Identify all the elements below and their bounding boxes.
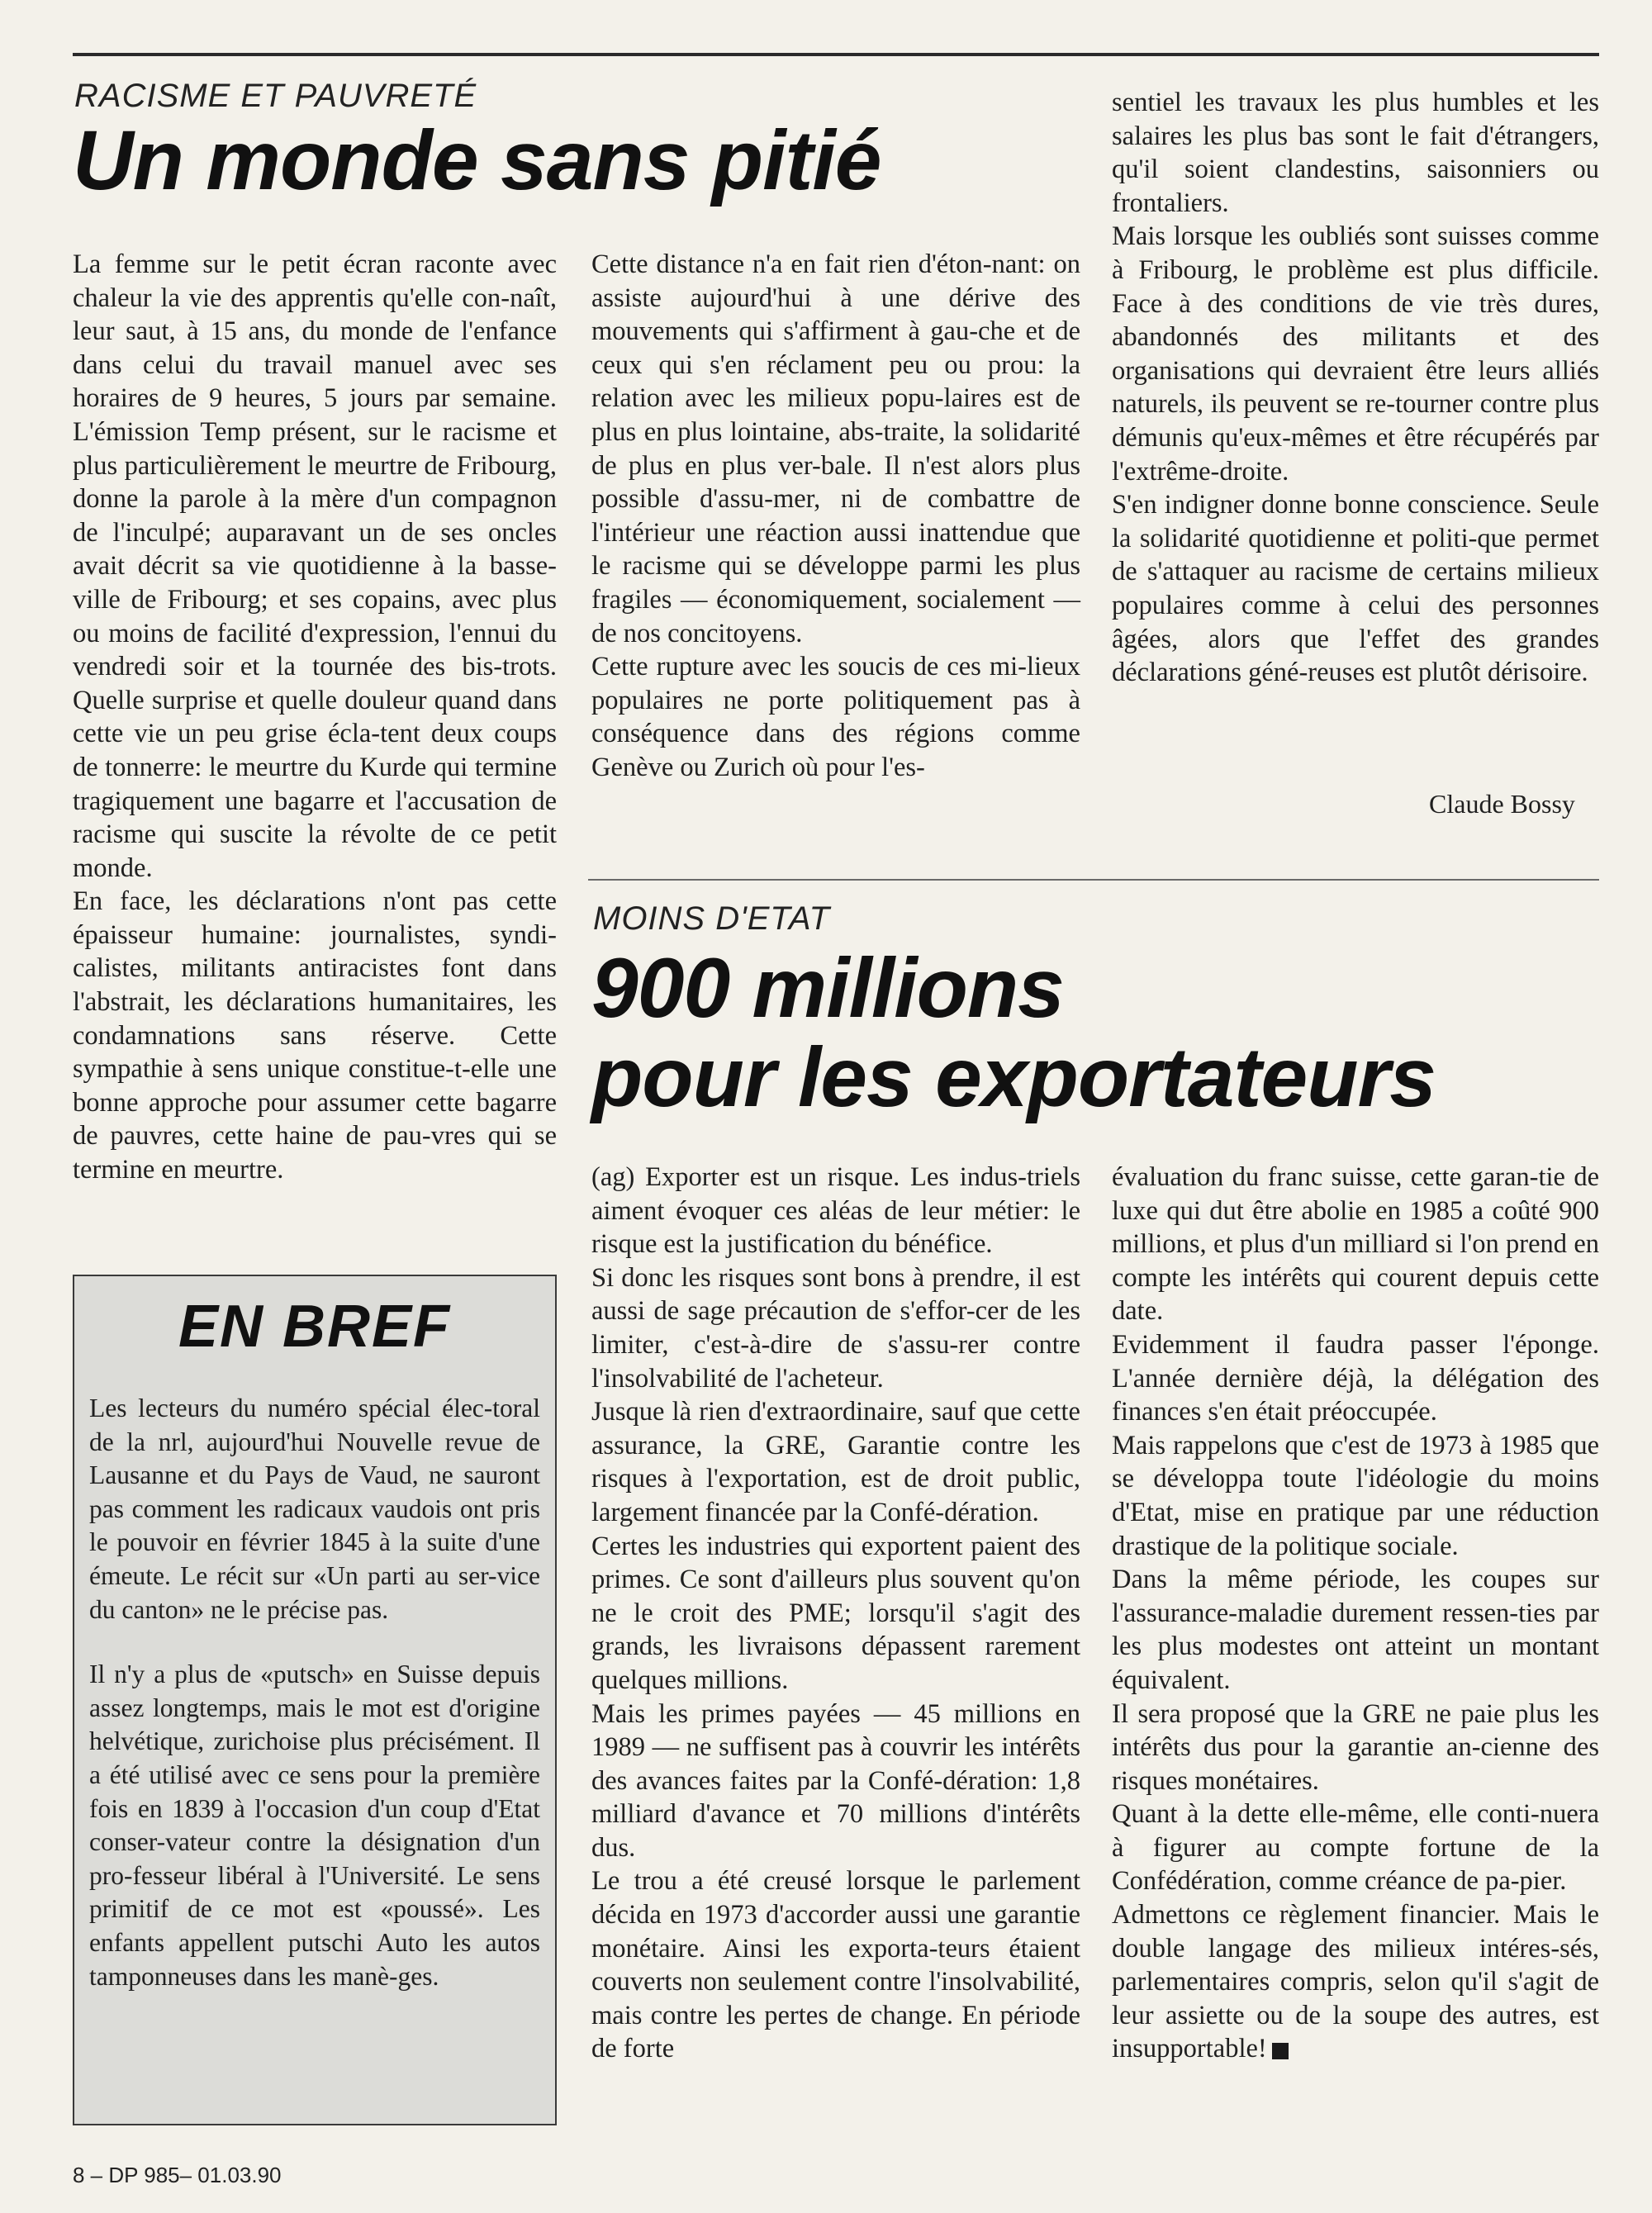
top-rule <box>73 53 1599 56</box>
paragraph: Mais rappelons que c'est de 1973 à 1985 que se développa toute l'idéologie du moins d'Etat, mise en pratique par une réduction drastique de la politique sociale. <box>1112 1430 1599 1561</box>
paragraph: La femme sur le petit écran raconte avec chaleur la vie des apprentis qu'elle con-naît, leur saut, à 15 ans, du monde de l'enfance dans celui du travail manuel avec ses horaires de 9 heures, 5 jours par semaine. L'émission Temp présent, sur le racisme et plus particulièrement le meurtre de Fribourg, donne la parole à la mère d'un compagnon de l'inculpé; auparavant un de ses oncles avait décrit sa vie quotidienne à la basse-ville de Fribourg; et ses copains, avec plus ou moins de facilité d'expression, l'ennui du vendredi soir et la tournée des bis-trots. Quelle surprise et quelle douleur quand dans cette vie un peu grise écla-tent deux coups de tonnerre: le meurtre du Kurde qui termine tragiquement une bagarre et l'accusation de racisme qui suscite la révolte de ce petit monde. <box>73 249 557 883</box>
article1-signature: Claude Bossy <box>1429 789 1575 819</box>
en-bref-paragraph-1: Les lecteurs du numéro spécial élec-toral de la nrl, aujourd'hui Nouvelle revue de Lausanne et du Pays de Vaud, ne sauront pas comment les radicaux vaudois ont pris le pouvoir en février 1845 à la suite d'une émeute. Le récit sur «Un parti au ser-vice du canton» ne le précise pas. <box>89 1394 540 1624</box>
paragraph: En face, les déclarations n'ont pas cette épaisseur humaine: journalistes, syndi-calistes, militants antiracistes font dans l'abstrait, les déclarations humanitaires, les condamnations sans réserve. Cette sympathie à sens unique constitue-t-elle une bonne approche pour assumer cette bagarre de pauvres, cette haine de pau-vres qui se termine en meurtre. <box>73 886 557 1185</box>
paragraph: (ag) Exporter est un risque. Les indus-triels aiment évoquer ces aléas de leur métier: le risque est la justification du bénéfice. <box>591 1162 1080 1260</box>
en-bref-text <box>89 1392 540 1993</box>
article2-kicker: MOINS D'ETAT <box>593 900 831 937</box>
en-bref-paragraph-2: Il n'y a plus de «putsch» en Suisse depuis assez longtemps, mais le mot est d'origine helvétique, zurichoise plus précisément. Il a été utilisé avec ce sens pour la première fois en 1839 à l'occasion d'un coup d'Etat conser-vateur contre la désignation d'un pro-fesseur libéral à l'Université. Le sens primitif de ce mot est «poussé». Les enfants appellent putschi Auto les autos tamponneuses dans les manè-ges. <box>89 1660 540 1991</box>
paragraph: Mais lorsque les oubliés sont suisses comme à Fribourg, le problème est plus difficile. Face à des conditions de vie très dures, abandonnés des militants et des organisations qui devraient être leurs alliés naturels, ils peuvent se re-tourner contre plus démunis qu'eux-mêmes et être récupérés par l'extrême-droite. <box>1112 221 1599 487</box>
article2-title-line-2: pour les exportateurs <box>591 1030 1436 1124</box>
paragraph: S'en indigner donne bonne conscience. Seule la solidarité quotidienne et politi-que permet de s'attaquer au racisme de certains milieux populaires comme à celui des personnes âgées, alors que l'effet des grandes déclarations géné-reuses est plutôt dérisoire. <box>1112 490 1599 688</box>
paragraph: évaluation du franc suisse, cette garan-tie de luxe qui dut être abolie en 1985 a coûté 900 millions, et plus d'un milliard si l'on prend en compte les intérêts qui courent depuis cette date. <box>1112 1162 1599 1327</box>
paragraph: Le trou a été creusé lorsque le parlement décida en 1973 d'accorder aussi une garantie monétaire. Ainsi les exporta-teurs étaient couverts non seulement contre l'insolvabilité, mais contre les pertes de change. En période de forte <box>591 1866 1080 2064</box>
article2-column-1 <box>591 1161 1080 2066</box>
end-mark-icon <box>1272 2043 1289 2059</box>
paragraph <box>1112 1898 1599 2066</box>
paragraph: Cette distance n'a en fait rien d'éton-nant: on assiste aujourd'hui à une dérive des mouvements qui s'affirment à gau-che et de ceux qui s'en réclament peu ou prou: la relation avec les milieux popu-laires est de plus en plus lointaine, abs-traite, la solidarité de plus en plus ver-bale. Il n'est alors plus possible d'assu-mer, ni de combattre de l'intérieur une réaction aussi inattendue que le racisme qui se développe parmi les plus fragiles — économiquement, socialement — de nos concitoyens. <box>591 249 1080 648</box>
paragraph: Certes les industries qui exportent paient des primes. Ce sont d'ailleurs plus souvent qu'on ne le croit des PME; lorsqu'il s'agit des grands, les livraisons dépassent rarement quelques millions. <box>591 1531 1080 1695</box>
paragraph: Il sera proposé que la GRE ne paie plus les intérêts dus pour la garantie an-cienne des risques monétaires. <box>1112 1698 1599 1796</box>
article1-column-3 <box>1112 86 1599 690</box>
en-bref-title: EN BREF <box>178 1294 452 1360</box>
article1-column-1 <box>73 248 557 1187</box>
paragraph: Dans la même période, les coupes sur l'assurance-maladie durement ressen-ties par les plus modestes ont atteint un montant équivalent. <box>1112 1565 1599 1695</box>
article1-title: Un monde sans pitié <box>73 113 881 207</box>
page-footer: 8 – DP 985– 01.03.90 <box>73 2163 282 2187</box>
paragraph: Cette rupture avec les soucis de ces mi-lieux populaires ne porte politiquement pas à conséquence dans des régions comme Genève ou Zurich où pour l'es- <box>591 652 1080 782</box>
en-bref-box <box>73 1275 557 2125</box>
section-divider <box>588 879 1599 881</box>
article2-title-line-1: 900 millions <box>591 941 1064 1035</box>
paragraph: Evidemment il faudra passer l'éponge. L'année dernière déjà, la délégation des finances s'en était préoccupée. <box>1112 1329 1599 1427</box>
article1-kicker: RACISME ET PAUVRETÉ <box>74 78 477 114</box>
paragraph: sentiel les travaux les plus humbles et les salaires les plus bas sont le fait d'étrangers, qu'il soient clandestins, saisonniers ou frontaliers. <box>1112 88 1599 218</box>
article2-column-2 <box>1112 1161 1599 2066</box>
paragraph: Mais les primes payées — 45 millions en 1989 — ne suffisent pas à couvrir les intérêts des avances faites par la Confé-dération: 1,8 milliard d'avance et 70 millions d'intérêts dus. <box>591 1698 1080 1863</box>
paragraph: Si donc les risques sont bons à prendre, il est aussi de sage précaution de s'effor-cer de les limiter, c'est-à-dire de s'assu-rer contre l'insolvabilité de l'acheteur. <box>591 1262 1080 1394</box>
paragraph: Jusque là rien d'extraordinaire, sauf que cette assurance, la GRE, Garantie contre les risques à l'exportation, est de droit public, largement financée par la Confé-dération. <box>591 1397 1080 1527</box>
closing-paragraph: Admettons ce règlement financier. Mais le double langage des milieux intéres-sés, parlementaires compris, selon qu'il s'agit de leur assiette ou de la soupe des autres, est insupportable! <box>1112 1900 1599 2064</box>
paragraph: Quant à la dette elle-même, elle conti-nuera à figurer au compte fortune de la Confédération, comme créance de pa-pier. <box>1112 1799 1599 1897</box>
article1-column-2 <box>591 248 1080 785</box>
